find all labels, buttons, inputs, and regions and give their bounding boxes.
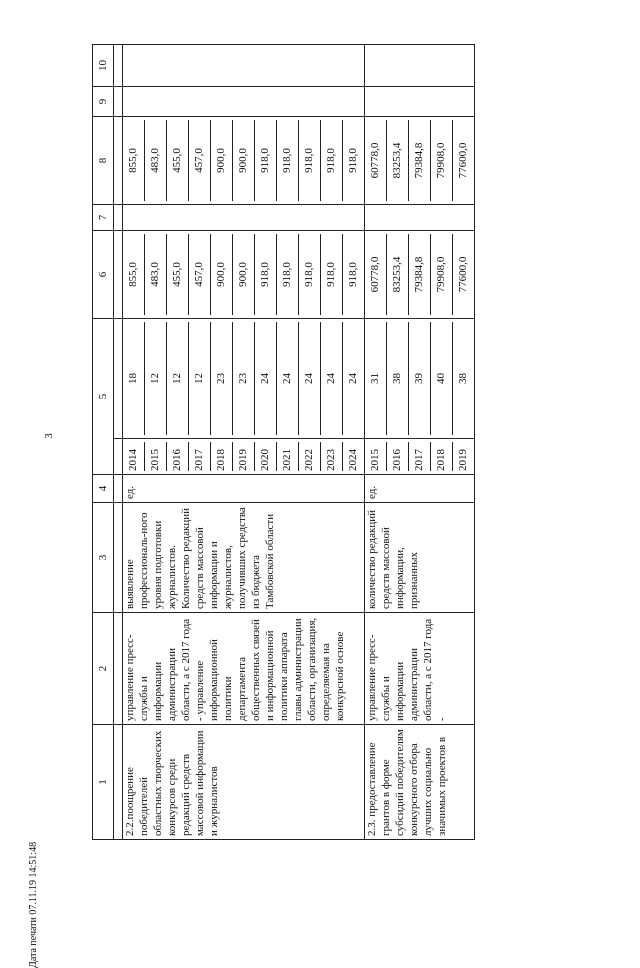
year-cell: 2017	[409, 442, 431, 471]
indicator-value-cell: 12	[145, 322, 167, 435]
total-funding-cell: 900,0	[211, 234, 233, 315]
year-cell: 2019	[457, 449, 469, 471]
regional-funding	[365, 117, 475, 205]
table-row	[365, 45, 475, 840]
year-cell: 2016	[387, 442, 409, 471]
year-cell: 2019	[233, 442, 255, 471]
indicator-value-cell: 24	[299, 322, 321, 435]
total-funding-cell: 457,0	[189, 234, 211, 315]
regional-funding-cell: 918,0	[321, 120, 343, 201]
regional-funding-cell: 918,0	[277, 120, 299, 201]
regional-funding-cell: 455,0	[167, 120, 189, 201]
executor: управление пресс-службы и информации администрации области, а с 2017 года -	[365, 613, 475, 725]
year-cell: 2022	[299, 442, 321, 471]
regional-funding-cell: 60778,0	[365, 120, 387, 201]
regional-funding-cell: 483,0	[145, 120, 167, 201]
regional-funding-cell: 79384,8	[409, 120, 431, 201]
indicator-value-cell: 40	[431, 322, 453, 435]
other-funding	[365, 45, 475, 87]
year-cell: 2017	[189, 442, 211, 471]
indicator-value-cell: 38	[387, 322, 409, 435]
col-header-5: 5	[93, 319, 114, 475]
total-funding-cell: 483,0	[145, 234, 167, 315]
indicator-value-cell: 39	[409, 322, 431, 435]
total-funding-cell: 77600,0	[457, 256, 469, 293]
indicator-value-cell: 23	[233, 322, 255, 435]
total-funding-cell: 918,0	[347, 262, 359, 287]
indicator-value-cell: 24	[255, 322, 277, 435]
indicator-value-cell: 24	[277, 322, 299, 435]
measure-name: 2.3. предоставление грантов в форме субсидий победителям конкурсного отбора лучших социально значимых проектов в	[365, 725, 475, 840]
print-date: Дата печати 07.11.19 14:51:48	[28, 841, 39, 968]
indicator-value-cell: 12	[167, 322, 189, 435]
indicator-value-cell: 38	[457, 373, 469, 384]
year-cell: 2015	[145, 442, 167, 471]
col-header-4: 4	[93, 475, 114, 503]
page-number: 3	[42, 433, 55, 439]
federal-funding	[123, 205, 365, 231]
year-cell: 2024	[347, 449, 359, 471]
col-header-2: 2	[93, 613, 114, 725]
year-cell: 2023	[321, 442, 343, 471]
table-container	[92, 45, 622, 840]
unit: ед.	[365, 475, 475, 503]
total-funding-cell: 918,0	[277, 234, 299, 315]
regional-funding-cell: 79908,0	[431, 120, 453, 201]
col-header-9: 9	[93, 87, 114, 117]
header-row	[93, 45, 114, 840]
executor: управление пресс-службы и информации администрации области, а с 2017 года - управление информационной политики департамента общественных связей и информационной политики аппарата главы администрации области, организация, определяемая на конкурсной основе	[123, 613, 365, 725]
year-cell: 2014	[123, 442, 145, 471]
year-cell: 2018	[211, 442, 233, 471]
regional-funding-cell: 918,0	[347, 148, 359, 173]
other-funding	[123, 45, 365, 87]
regional-funding	[123, 117, 365, 205]
year-cell: 2021	[277, 442, 299, 471]
year-cell: 2015	[365, 442, 387, 471]
year-cell: 2020	[255, 442, 277, 471]
years-list	[123, 439, 365, 475]
total-funding-cell: 918,0	[321, 234, 343, 315]
regional-funding-cell: 855,0	[123, 120, 145, 201]
total-funding	[365, 231, 475, 319]
local-funding	[365, 87, 475, 117]
indicator-value-cell: 24	[347, 373, 359, 384]
unit: ед.	[123, 475, 365, 503]
col-header-10: 10	[93, 45, 114, 87]
col-header-3: 3	[93, 503, 114, 613]
total-funding-cell: 79384,8	[409, 234, 431, 315]
total-funding-cell: 900,0	[233, 234, 255, 315]
total-funding-cell: 455,0	[167, 234, 189, 315]
total-funding-cell: 918,0	[299, 234, 321, 315]
total-funding-cell: 79908,0	[431, 234, 453, 315]
data-table	[92, 44, 475, 840]
measure-name: 2.2.поощрение победителей областных творческих конкурсов среди редакций средств массовой информации и журналистов	[123, 725, 365, 840]
total-funding-cell: 855,0	[123, 234, 145, 315]
regional-funding-cell: 457,0	[189, 120, 211, 201]
indicator-value-cell: 31	[365, 322, 387, 435]
regional-funding-cell: 918,0	[299, 120, 321, 201]
year-cell: 2018	[431, 442, 453, 471]
years-list	[365, 439, 475, 475]
total-funding	[123, 231, 365, 319]
indicator-value-cell: 18	[123, 322, 145, 435]
total-funding-cell: 60778,0	[365, 234, 387, 315]
regional-funding-cell: 918,0	[255, 120, 277, 201]
indicator-values	[365, 319, 475, 439]
indicator-value-cell: 12	[189, 322, 211, 435]
col-header-8: 8	[93, 117, 114, 205]
total-funding-cell: 918,0	[255, 234, 277, 315]
indicator-values	[123, 319, 365, 439]
indicator-value-cell: 23	[211, 322, 233, 435]
col-header-1: 1	[93, 725, 114, 840]
col-header-6: 6	[93, 231, 114, 319]
indicator: количество редакций средств массовой информации, признанных	[365, 503, 475, 613]
table-row	[123, 45, 365, 840]
total-funding-cell: 83253,4	[387, 234, 409, 315]
col-header-7: 7	[93, 205, 114, 231]
regional-funding-cell: 83253,4	[387, 120, 409, 201]
regional-funding-cell: 77600,0	[457, 142, 469, 179]
year-cell: 2016	[167, 442, 189, 471]
federal-funding	[365, 205, 475, 231]
spacer-row	[114, 45, 123, 840]
indicator: выявление профессиональ-ного уровня подготовки журналистов. Количество редакций средств массовой информации и журналистов, получивших средства из бюджета Тамбовской области	[123, 503, 365, 613]
regional-funding-cell: 900,0	[233, 120, 255, 201]
regional-funding-cell: 900,0	[211, 120, 233, 201]
indicator-value-cell: 24	[321, 322, 343, 435]
local-funding	[123, 87, 365, 117]
